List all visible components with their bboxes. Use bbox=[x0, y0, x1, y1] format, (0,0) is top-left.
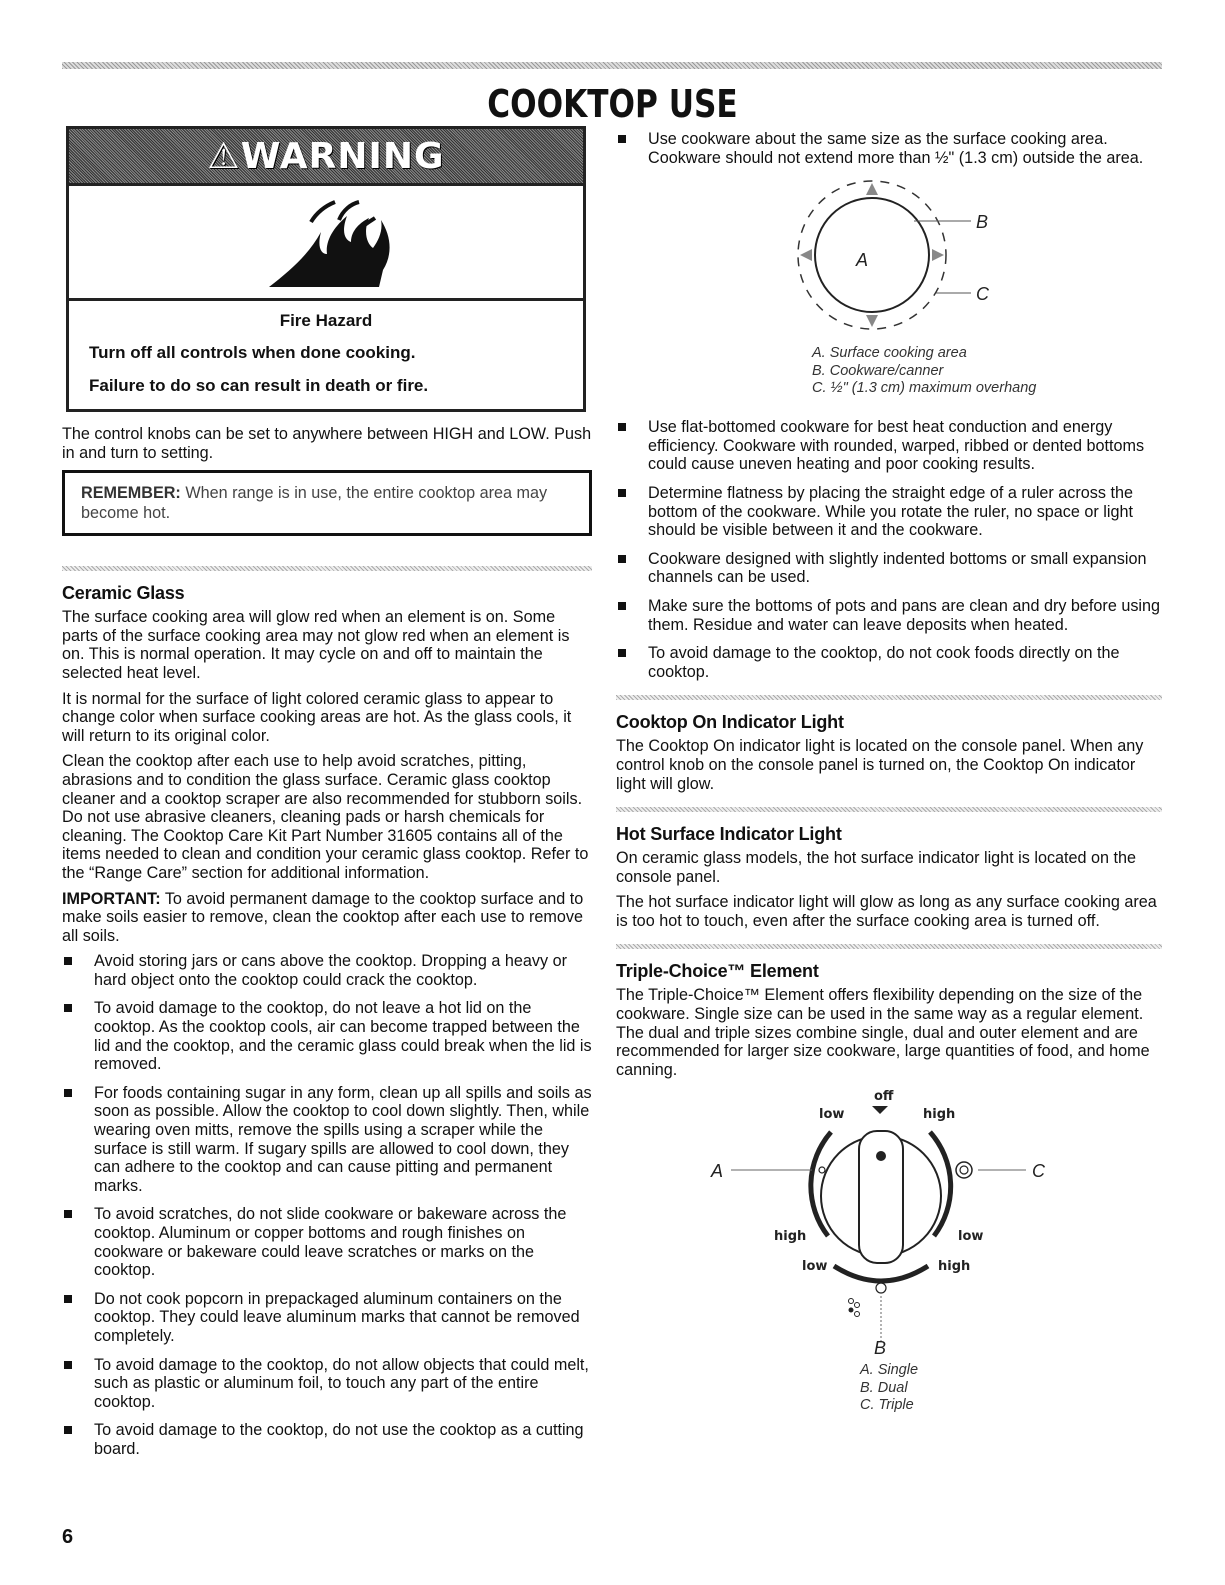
section-rule bbox=[62, 566, 592, 571]
warning-header bbox=[69, 129, 583, 186]
indicator-text: The Cooktop On indicator light is located on the console panel. When any control knob on the console panel is turned on, the Cooktop On indicator light will glow. bbox=[616, 737, 1144, 793]
dial-low-top-label: low bbox=[819, 1107, 845, 1123]
list-item: Cookware designed with slightly indented bottoms or small expansion channels can be used. bbox=[616, 550, 1162, 587]
caption-b: B. Cookware/canner bbox=[812, 362, 944, 379]
dual-element-symbol-icon bbox=[849, 1299, 860, 1317]
hazard-title: Fire Hazard bbox=[279, 311, 373, 330]
warning-box bbox=[66, 126, 586, 412]
dial-low-bottom-label: low bbox=[802, 1259, 828, 1275]
ceramic-bullet-list bbox=[62, 952, 592, 1458]
left-column bbox=[62, 425, 592, 1469]
cookware-diagram bbox=[616, 173, 1162, 408]
top-rule bbox=[62, 62, 1162, 69]
intro-text: The control knobs can be set to anywhere between HIGH and LOW. Push in and turn to setting. bbox=[62, 425, 592, 462]
label-c: C bbox=[976, 284, 989, 305]
knob-label-a: A bbox=[711, 1161, 724, 1182]
triple-element-icon bbox=[956, 1162, 972, 1178]
important-paragraph bbox=[62, 890, 592, 946]
cookware-bullet-list bbox=[616, 418, 1162, 681]
warning-heading: ⚠WARNING bbox=[207, 135, 445, 177]
knob-diagram bbox=[616, 1086, 1162, 1414]
warning-line-1: Turn off all controls when done cooking. bbox=[89, 343, 416, 362]
section-rule bbox=[616, 807, 1162, 812]
list-item: Make sure the bottoms of pots and pans are clean and dry before using them. Residue and water can leave deposits when heated. bbox=[616, 597, 1162, 634]
flame-icon bbox=[251, 192, 401, 292]
list-item: Use flat-bottomed cookware for best heat conduction and energy efficiency. Cookware with rounded, warped, ribbed or dented bottoms could cause uneven heating and poor cooking results. bbox=[616, 418, 1162, 474]
right-column bbox=[616, 130, 1162, 1414]
caption-single: A. Single bbox=[860, 1362, 919, 1379]
dual-element-icon bbox=[876, 1283, 886, 1293]
dial-off-label: off bbox=[874, 1089, 894, 1105]
hot-surface-heading: Hot Surface Indicator Light bbox=[616, 824, 842, 845]
page-title: COOKTOP USE bbox=[487, 82, 738, 126]
knob-label-c: C bbox=[1032, 1161, 1045, 1182]
list-item: To avoid damage to the cooktop, do not cook foods directly on the cooktop. bbox=[616, 644, 1162, 681]
list-item: For foods containing sugar in any form, clean up all spills and soils as soon as possible. Allow the cooktop to cool down slightly. Then, while wearing oven mitts, remove the spills using a scraper while the surface is still warm. If sugary spills are allowed to cool down, they can adhere to the cooktop and can cause pitting and permanent marks. bbox=[62, 1084, 592, 1196]
section-rule bbox=[616, 695, 1162, 700]
list-item: To avoid damage to the cooktop, do not use the cooktop as a cutting board. bbox=[62, 1421, 592, 1458]
page-number: 6 bbox=[62, 1526, 74, 1548]
knob-label-b: B bbox=[874, 1338, 887, 1357]
dial-low-right-label: low bbox=[958, 1229, 984, 1245]
list-item: Use cookware about the same size as the surface cooking area. Cookware should not extend more than ½" (1.3 cm) outside the area. bbox=[616, 130, 1162, 167]
single-element-icon bbox=[819, 1167, 825, 1173]
ceramic-paragraph-3: Clean the cooktop after each use to help avoid scratches, pitting, abrasions and to condition the glass surface. Ceramic glass cooktop cleaner and a cooktop scraper are also recommended for stubborn soils. Do not use abrasive cleaners, cleaning pads or harsh chemicals for cleaning. The Cooktop Care Kit Part Number 31605 contains all of the items needed to clean and condition your ceramic glass cooktop. Refer to the “Range Care” section for additional information. bbox=[62, 752, 589, 882]
list-item: Avoid storing jars or cans above the cooktop. Dropping a heavy or hard object onto the cooktop could crack the cooktop. bbox=[62, 952, 592, 989]
caption-a: A. Surface cooking area bbox=[812, 345, 967, 362]
indicator-heading: Cooktop On Indicator Light bbox=[616, 712, 844, 733]
fire-hazard-icon bbox=[69, 186, 583, 301]
overhang-diagram bbox=[616, 173, 1162, 343]
remember-text: When range is in use, the entire cooktop area may become hot. bbox=[81, 484, 548, 523]
off-indicator-icon bbox=[872, 1106, 888, 1114]
section-rule bbox=[616, 944, 1162, 949]
dial-high-top-label: high bbox=[923, 1107, 956, 1123]
ceramic-paragraph-2: It is normal for the surface of light colored ceramic glass to appear to change color when surface cooking areas are hot. As the glass cools, it will return to its original color. bbox=[62, 689, 572, 745]
list-item: To avoid damage to the cooktop, do not leave a hot lid on the cooktop. As the cooktop cools, air can become trapped between the lid and the cooktop, and the ceramic glass could break when the lid is removed. bbox=[62, 999, 592, 1073]
important-label: IMPORTANT: bbox=[62, 889, 161, 908]
hot-surface-paragraph-2: The hot surface indicator light will glow as long as any surface cooking area is too hot to touch, even after the surface cooking area is turned off. bbox=[616, 893, 1157, 930]
triple-choice-text: The Triple-Choice™ Element offers flexibility depending on the size of the cookware. Single size can be used in the same way as a regular element. The dual and triple sizes combine single, dual and outer element and are recommended for larger size cookware, large quantities of food, and home canning. bbox=[616, 986, 1150, 1079]
figure-2-caption bbox=[860, 1362, 918, 1415]
ceramic-heading: Ceramic Glass bbox=[62, 583, 185, 604]
caption-c: C. ½" (1.3 cm) maximum overhang bbox=[812, 380, 1037, 397]
list-item: To avoid damage to the cooktop, do not allow objects that could melt, such as plastic or aluminum foil, to touch any part of the entire cooktop. bbox=[62, 1356, 592, 1412]
important-text: To avoid permanent damage to the cooktop surface and to make soils easier to remove, clean the cooktop after each use to remove all soils. bbox=[62, 889, 584, 945]
label-b: B bbox=[976, 212, 989, 233]
caption-dual: B. Dual bbox=[860, 1379, 908, 1396]
label-a: A bbox=[856, 250, 869, 271]
caption-triple: C. Triple bbox=[860, 1397, 914, 1414]
hot-surface-paragraph-1: On ceramic glass models, the hot surface indicator light is located on the console panel. bbox=[616, 849, 1137, 886]
list-item: To avoid scratches, do not slide cookware or bakeware across the cooktop. Aluminum or copper bottoms and rough finishes on cookware or bakeware could leave scratches or marks on the cooktop. bbox=[62, 1205, 592, 1279]
list-item: Determine flatness by placing the straight edge of a ruler across the bottom of the cookware. While you rotate the ruler, no space or light should be visible between it and the cookware. bbox=[616, 484, 1162, 540]
remember-label: REMEMBER: bbox=[81, 484, 181, 503]
control-knob-diagram bbox=[616, 1086, 1162, 1356]
cookware-size-bullet bbox=[616, 130, 1162, 167]
remember-box bbox=[62, 470, 592, 536]
warning-line-2: Failure to do so can result in death or fire. bbox=[89, 376, 429, 395]
figure-1-caption bbox=[812, 345, 1036, 398]
list-item: Do not cook popcorn in prepackaged aluminum containers on the cooktop. They could leave aluminum marks that cannot be removed completely. bbox=[62, 1290, 592, 1346]
ceramic-paragraph-1: The surface cooking area will glow red when an element is on. Some parts of the surface cooking area may not glow red when an element is on. This is normal operation. It may cycle on and off to maintain the selected heat level. bbox=[62, 608, 570, 682]
triple-choice-heading: Triple-Choice™ Element bbox=[616, 961, 819, 982]
dial-high-left-label: high bbox=[774, 1229, 807, 1245]
dial-high-bottom-label: high bbox=[938, 1259, 971, 1275]
